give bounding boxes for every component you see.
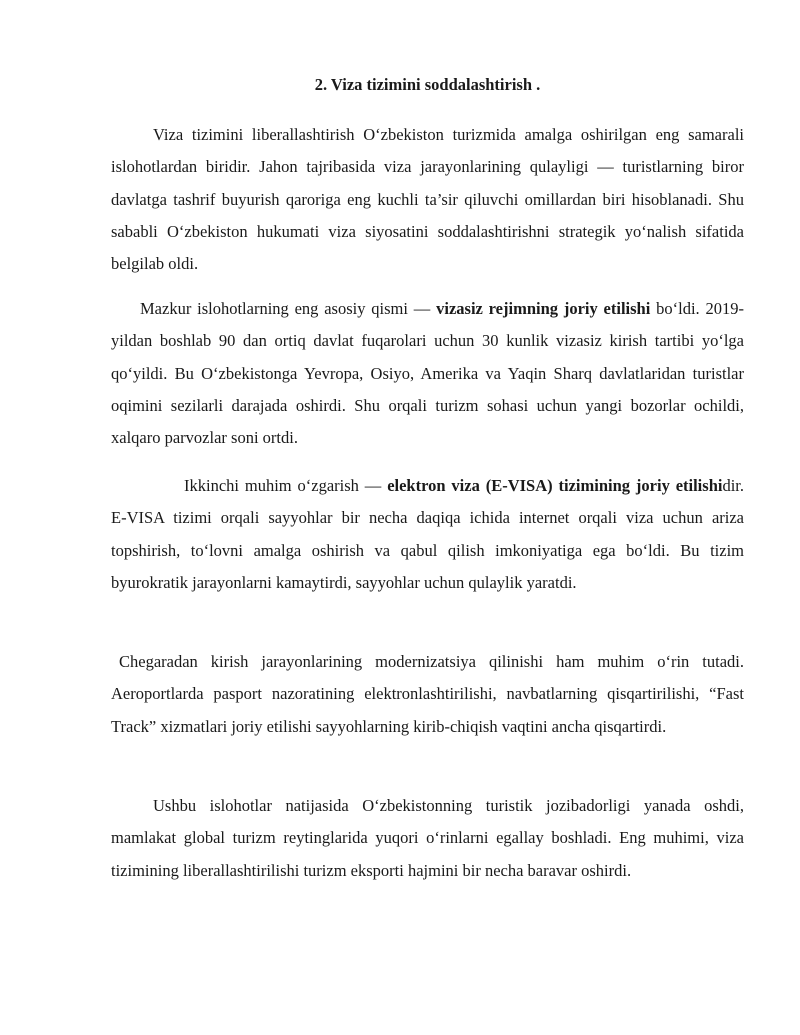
paragraph-results: Ushbu islohotlar natijasida O‘zbekistonning turistik jozibadorligi yanada oshdi, mamlakat global turizm reytinglarida yuqori o‘rinlarni egallay boshladi. Eng muhimi, viza tizimining liberallashtirilishi turizm eksporti hajmini bir necha baravar oshirdi.: [111, 796, 744, 880]
paragraph-visa-free-regime: [111, 293, 744, 454]
paragraph-text: Mazkur islohotlarning eng asosiy qismi —: [140, 299, 437, 318]
section-title: 2. Viza tizimini soddalashtirish .: [314, 75, 541, 94]
bold-phrase: elektron viza (E-VISA) tizimining joriy etilishi: [387, 476, 723, 495]
paragraph-border-modernization: Chegaradan kirish jarayonlarining modernizatsiya qilinishi ham muhim o‘rin tutadi. Aeroportlarda pasport nazoratining elektronlashtirilishi, navbatlarning qisqartirilishi, “Fast Track” xizmatlari joriy etilishi sayyohlarning kirib-chiqish vaqtini ancha qisqartirdi.: [111, 652, 744, 736]
paragraph-text: bo‘ldi. 2019-yildan boshlab 90 dan ortiq davlat fuqarolari uchun 30 kunlik vizasiz kirish tartibi yo‘lga qo‘yildi. Bu O‘zbekistonga Yevropa, Osiyo, Amerika va Yaqin Sharq davlatlaridan turistlar oqimini sezilarli darajada oshirdi. Shu orqali turizm sohasi uchun yangi bozorlar ochildi, xalqaro parvozlar soni ortdi.: [111, 299, 744, 448]
paragraph-text: dir. E-VISA tizimi orqali sayyohlar bir necha daqiqa ichida internet orqali viza uchun ariza topshirish, to‘lovni amalga oshirish va qabul qilish imkoniyatiga ega bo‘ldi. Bu tizim byurokratik jarayonlarni kamaytirdi, sayyohlar uchun qulaylik yaratdi.: [111, 476, 744, 592]
bold-phrase: vizasiz rejimning joriy etilishi: [436, 299, 651, 318]
paragraph-visa-liberalization: Viza tizimini liberallashtirish O‘zbekiston turizmida amalga oshirilgan eng samarali islohotlardan biridir. Jahon tajribasida viza jarayonlarining qulayligi — turistlarning biror davlatga tashrif buyurish qaroriga eng kuchli ta’sir qiluvchi omillardan biri hisoblanadi. Shu sababli O‘zbekiston hukumati viza siyosatini soddalashtirishni strategik yo‘nalish sifatida belgilab oldi.: [111, 125, 744, 274]
paragraph-text: Ikkinchi muhim o‘zgarish —: [184, 476, 388, 495]
paragraph-e-visa: [111, 470, 744, 599]
